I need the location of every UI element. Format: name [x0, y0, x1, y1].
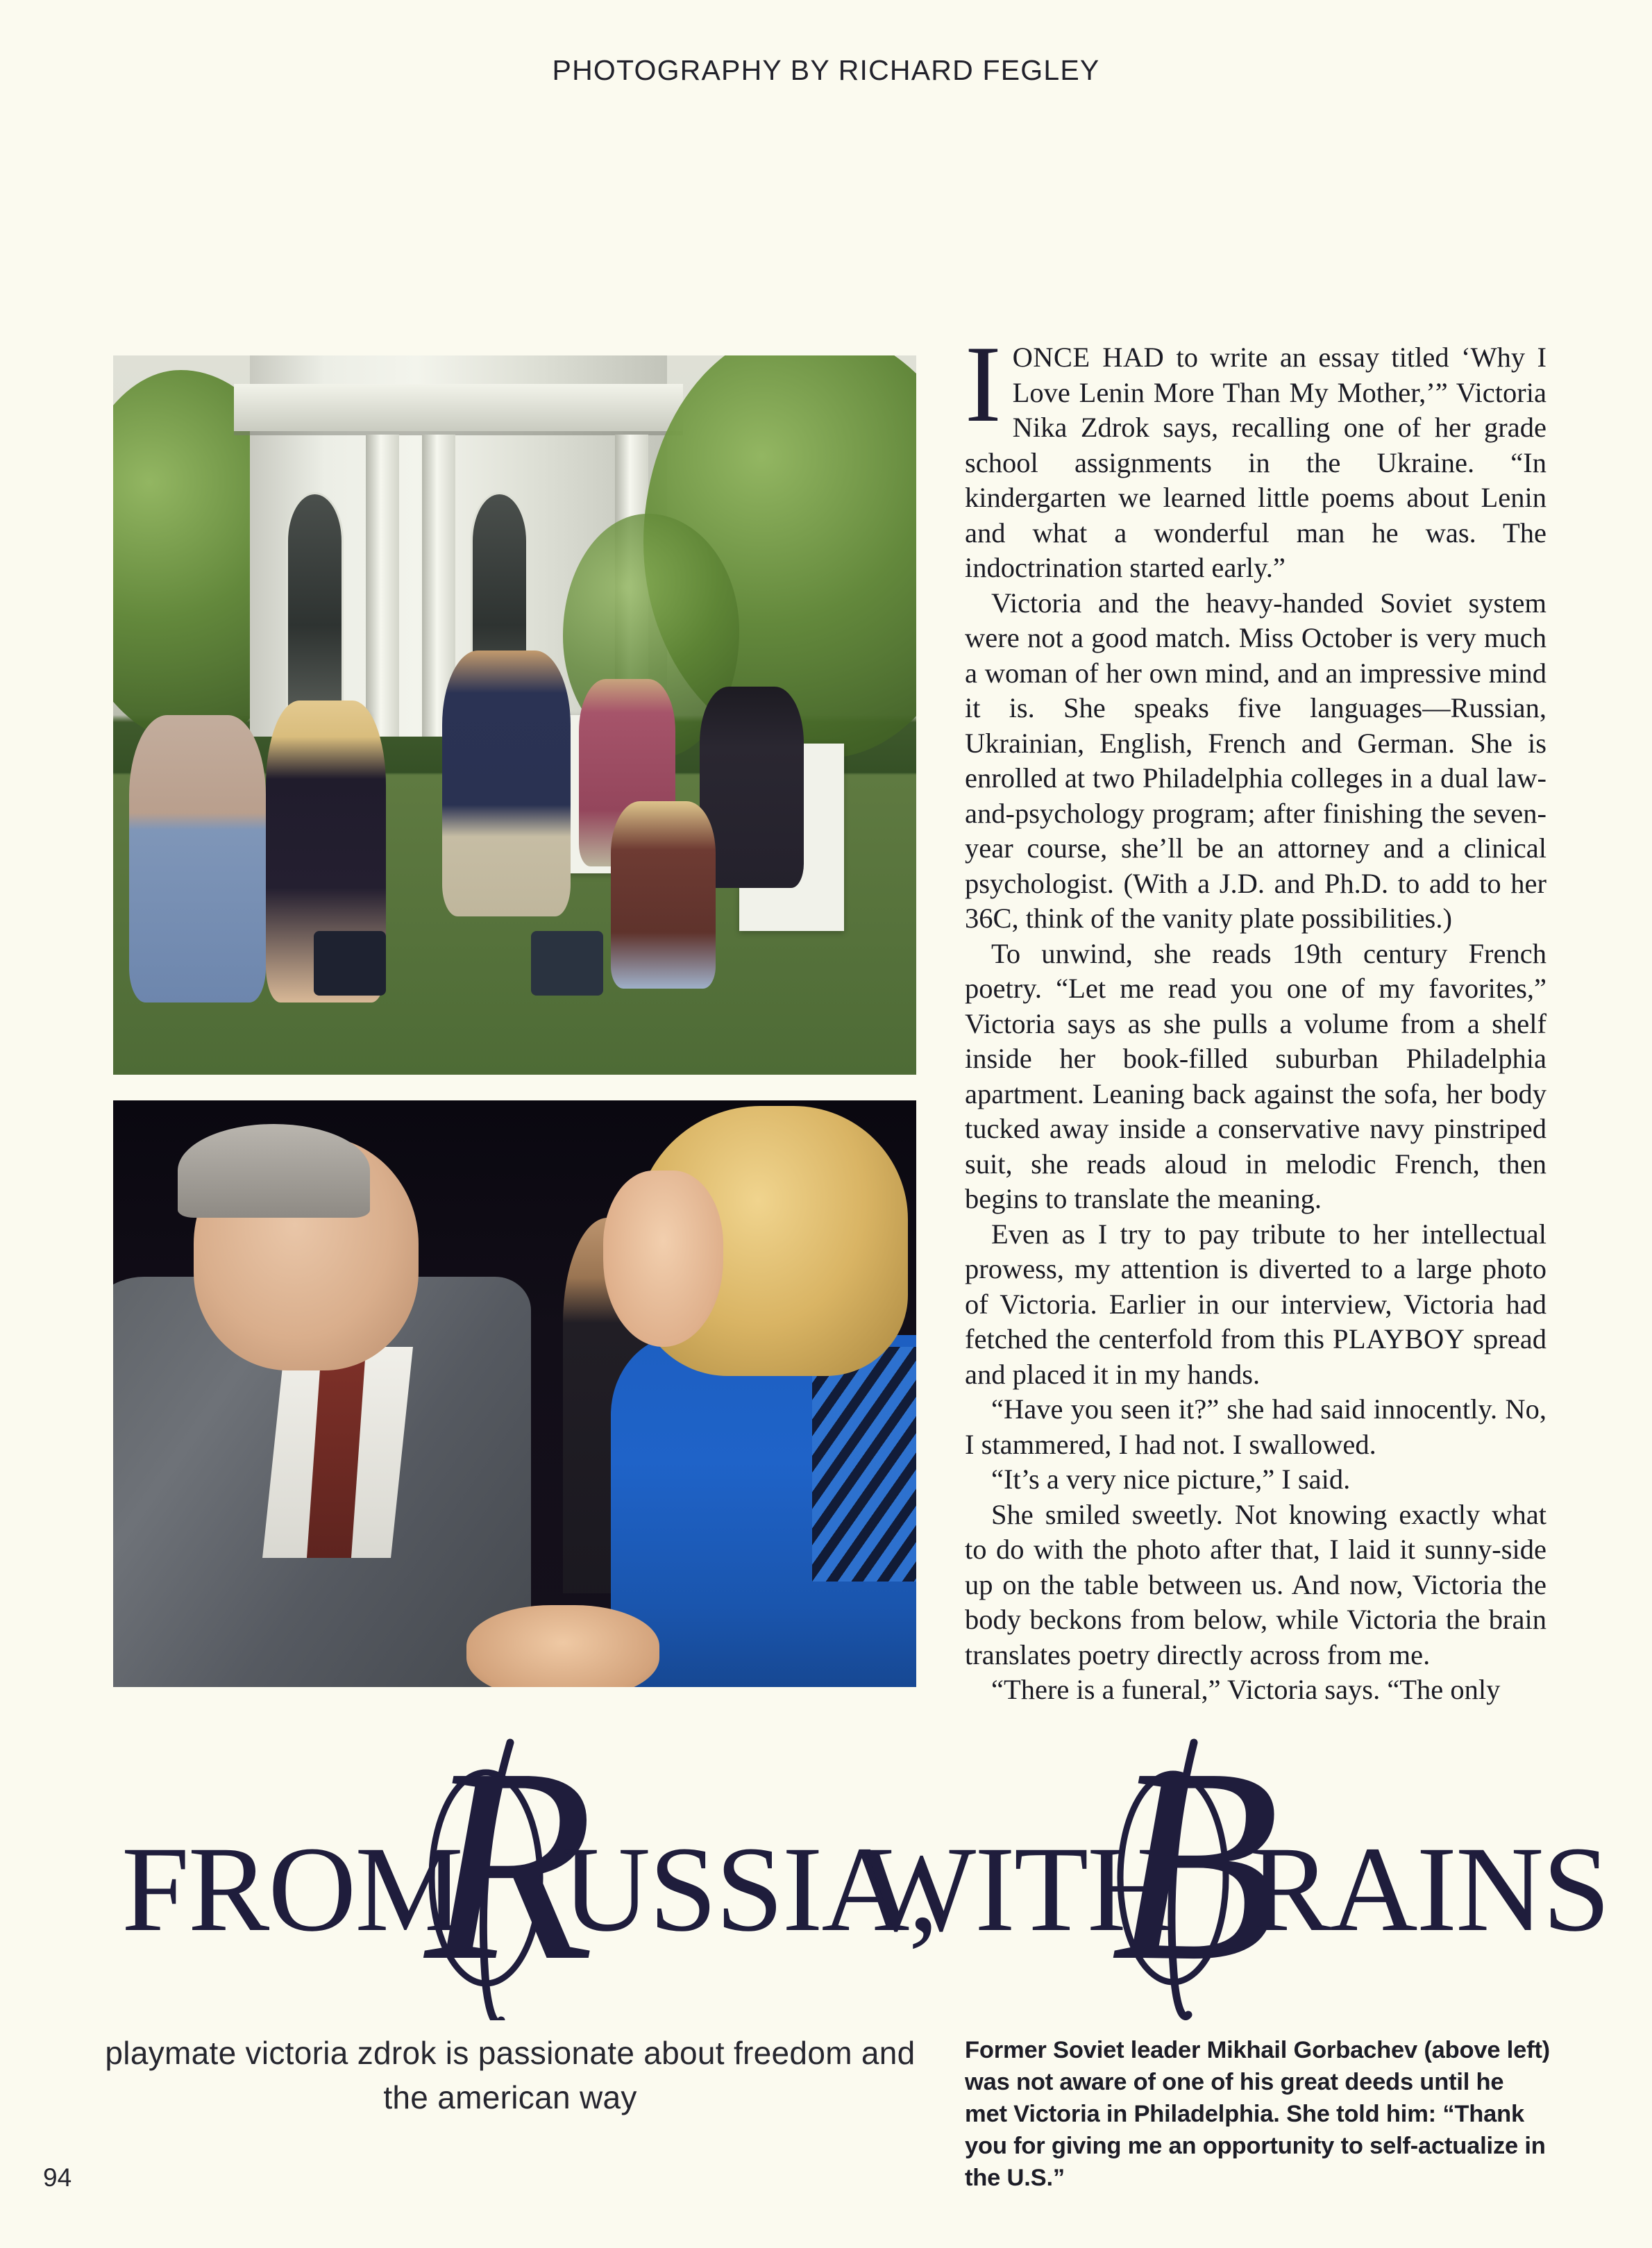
- headline-swash-b: B: [1111, 1711, 1281, 2018]
- paragraph: [965, 1217, 1546, 1393]
- paragraph: [965, 937, 1546, 1217]
- article-body: [965, 324, 1546, 1708]
- building-column: [366, 435, 398, 737]
- paragraph: [965, 1462, 1546, 1498]
- student-figure: [129, 715, 266, 1003]
- paragraph: [965, 586, 1546, 937]
- paragraph: [965, 1498, 1546, 1673]
- photographer-credit: PHOTOGRAPHY BY RICHARD FEGLEY: [552, 54, 1100, 86]
- paragraph-text: “It’s a very nice picture,” I said.: [991, 1463, 1351, 1495]
- paragraph-text: to write an essay titled ‘Why I Love Lenin More Than My Mother,’” Victoria Nika Zdrok says, recalling one of her grade school assignments in the Ukraine. “In kindergarten we learned little poems about Lenin and what a wonderful man he was. The indoctrination started early.”: [965, 342, 1546, 583]
- arched-window: [286, 492, 344, 715]
- building-cornice: [234, 384, 684, 430]
- headline-word-rains: RAINS: [1249, 1822, 1610, 1957]
- drop-cap: I: [965, 324, 1002, 445]
- student-figure: [442, 651, 571, 916]
- headline-swash-r: R: [425, 1711, 595, 2018]
- playboy-smallcaps: PLAYBOY: [1332, 1323, 1465, 1354]
- smallcaps-lead: ONCE HAD: [1012, 342, 1165, 373]
- student-figure: [611, 801, 715, 988]
- headline-word-with: WITH: [861, 1822, 1174, 1957]
- paragraph-text: She smiled sweetly. Not knowing exactly what to do with the photo after that, I laid it sunny-side up on the table between us. And now, Victoria the body beckons from below, while Victoria the brain translates poetry directly across from me.: [965, 1498, 1546, 1670]
- backpack: [314, 931, 386, 996]
- backpack: [531, 931, 603, 996]
- paragraph-text: Even as I try to pay tribute to her intellectual prowess, my attention is diverted to a large photo of Victoria. Earlier in our interview, Victoria had fetched the centerfold from this: [965, 1218, 1546, 1354]
- headline-word-ussia: USSIA,: [562, 1822, 938, 1957]
- victoria-dress-trim: [812, 1347, 916, 1582]
- paragraph-opening: [965, 324, 1546, 586]
- paragraph-text: spread and placed it in my hands.: [965, 1323, 1546, 1390]
- paragraph-text: “There is a funeral,” Victoria says. “The only: [991, 1674, 1501, 1705]
- headline-word-from: FROM: [121, 1822, 462, 1957]
- paragraph-text: To unwind, she reads 19th century French poetry. “Let me read you one of my favorites,” Victoria says as she pulls a volume from a shelf inside her book-filled suburban Philadelphia apartment. Leaning back against the sofa, her body tucked away inside a conservative navy pinstriped suit, she reads aloud in melodic French, then begins to translate the meaning.: [965, 937, 1546, 1214]
- victoria-face: [603, 1171, 724, 1347]
- paragraph-text: Victoria and the heavy-handed Soviet system were not a good match. Miss October is very much a woman of her own mind, and an impressive mind it is. She speaks five languages—Russian, Ukrainian, English, French and German. She is enrolled at two Philadelphia colleges in a dual law-and-psychology program; after finishing the seven-year course, she’ll be an attorney and a clinical psychologist. (With a J.D. and Ph.D. to add to her 36C, think of the vanity plate possibilities.): [965, 587, 1546, 934]
- gorbachev-hair: [178, 1124, 371, 1218]
- photo-campus-lawn: [113, 355, 916, 1075]
- photo-gorbachev-handshake: [113, 1100, 916, 1687]
- gorbachev-photo-caption: Former Soviet leader Mikhail Gorbachev (above left) was not aware of one of his great deeds until he met Victoria in Philadelphia. She told him: “Thank you for giving me an opportunity to self-actualize in the U.S.”: [965, 2037, 1550, 2191]
- article-subtitle: playmate victoria zdrok is passionate about freedom and the american way: [105, 2035, 916, 2115]
- handshake: [466, 1605, 659, 1687]
- page-number: 94: [43, 2163, 72, 2192]
- paragraph-text: “Have you seen it?” she had said innocently. No, I stammered, I had not. I swallowed.: [965, 1393, 1546, 1460]
- paragraph: [965, 1392, 1546, 1462]
- article-headline: [0, 1694, 1652, 2020]
